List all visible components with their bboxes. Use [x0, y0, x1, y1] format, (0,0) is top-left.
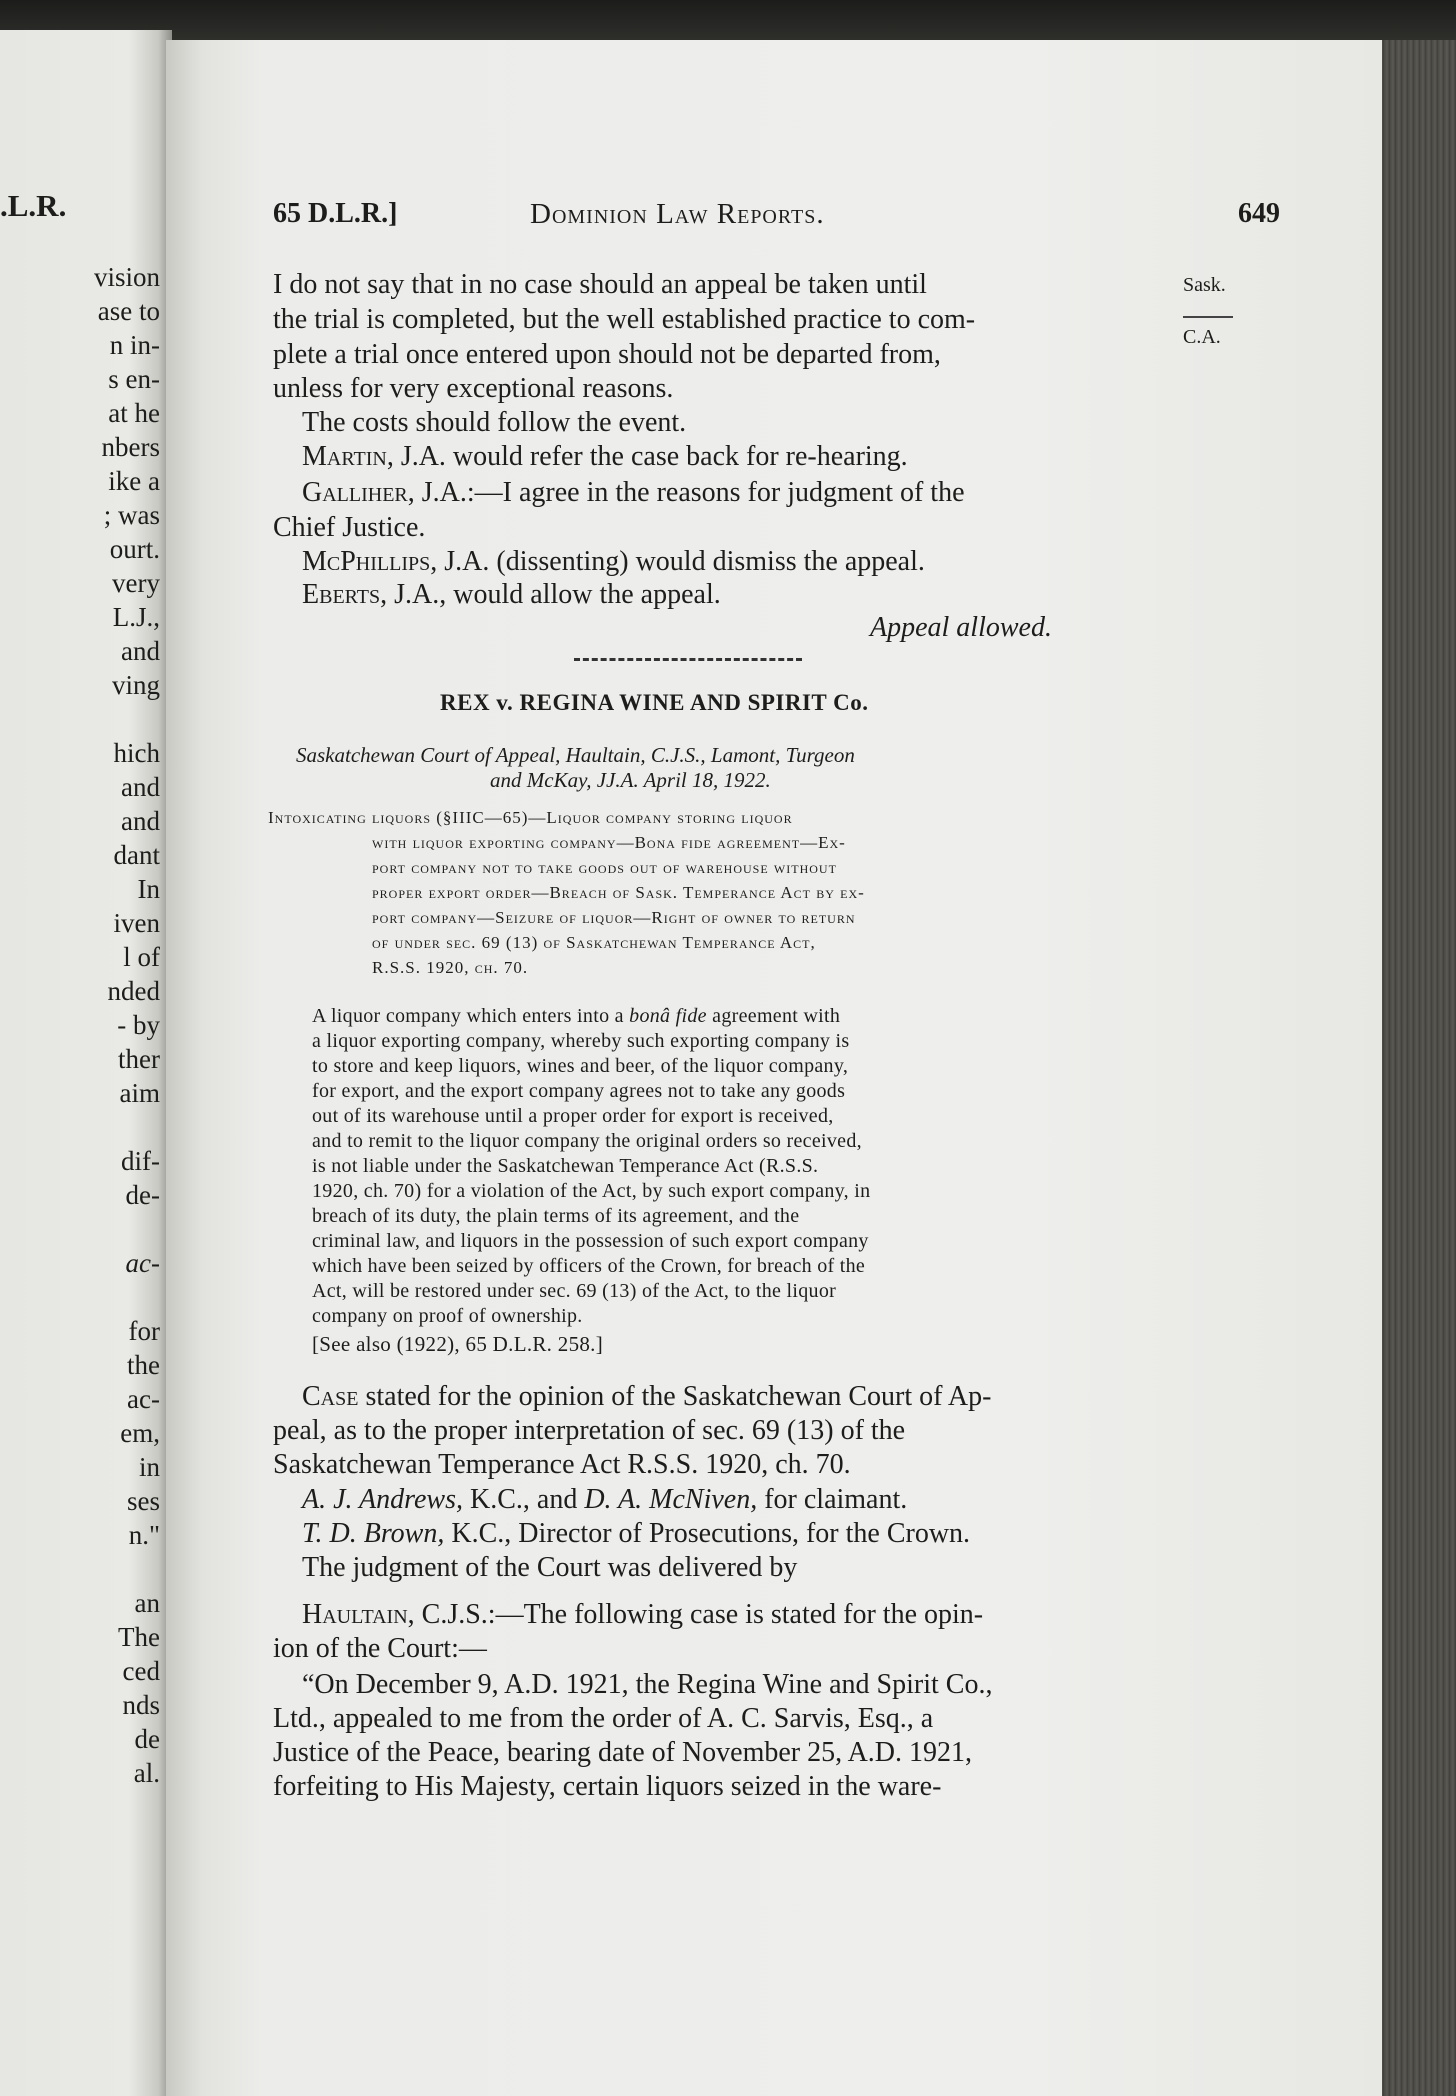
text: , C.J.S.:—The following case is stated for the opin- — [407, 1599, 984, 1630]
left-page-line: The — [118, 1622, 160, 1652]
left-page-line: nded — [107, 976, 160, 1006]
left-page-line: and — [121, 806, 160, 836]
text-line: I do not say that in no case should an appeal be taken until — [273, 269, 927, 300]
text-line: the trial is completed, but the well established practice to com- — [273, 304, 976, 335]
left-page-line: dif- — [121, 1146, 160, 1176]
left-page-line: vision — [93, 262, 160, 292]
judgment-opening — [302, 1598, 983, 1632]
left-page-line: l of — [123, 942, 160, 972]
summary-text: A liquor company which enters into a — [312, 1005, 630, 1027]
left-page-line: al. — [133, 1758, 160, 1788]
summary-line: breach of its duty, the plain terms of its agreement, and the — [312, 1205, 800, 1227]
text: K.C., Director of Prosecutions, for the Crown. — [444, 1518, 971, 1549]
left-page-line: de- — [125, 1180, 160, 1210]
summary-line: out of its warehouse until a proper order for export is received, — [312, 1105, 834, 1127]
headnote-line: of under sec. 69 (13) of Saskatchewan Temperance Act, — [372, 933, 816, 952]
judge-martin-line — [302, 440, 908, 474]
text-line: peal, as to the proper interpretation of sec. 69 (13) of the — [273, 1415, 906, 1446]
left-page-line: an — [134, 1588, 160, 1618]
left-page-line: nbers — [101, 432, 160, 462]
left-page-header: .L.R. — [0, 188, 67, 223]
text: stated for the opinion of the Saskatchewan Court of Ap- — [358, 1381, 992, 1412]
left-page-line: dant — [113, 840, 160, 870]
left-page-line: the — [127, 1350, 160, 1380]
book-edge-right — [1378, 40, 1456, 2096]
left-page-line: iven — [113, 908, 160, 938]
judge-eberts-line — [302, 578, 721, 612]
left-page-line: ourt. — [109, 534, 160, 564]
left-page-line: ase to — [97, 296, 160, 326]
headnote-line: port company—Seizure of liquor—Right of owner to return — [372, 908, 856, 927]
left-page-line: de — [134, 1724, 160, 1754]
text-line: Saskatchewan Temperance Act R.S.S. 1920, ch. 70. — [273, 1449, 851, 1480]
quote-line: Justice of the Peace, bearing date of November 25, A.D. 1921, — [273, 1737, 973, 1768]
judge-galliher-line — [302, 476, 965, 510]
judge-name: Eberts — [302, 579, 381, 610]
counsel-name: A. J. Andrews, — [302, 1484, 463, 1515]
left-page-line: ; was — [103, 500, 160, 530]
left-page-line: hich — [113, 738, 160, 768]
summary-line: is not liable under the Saskatchewan Temperance Act (R.S.S. — [312, 1155, 819, 1177]
left-page-line: ving — [111, 670, 160, 700]
left-page-line: ced — [122, 1656, 160, 1686]
summary-line: criminal law, and liquors in the possession of such export company — [312, 1230, 869, 1252]
counsel-name: D. A. McNiven, — [584, 1484, 758, 1515]
left-page-line: and — [121, 636, 160, 666]
judge-mcphillips-line — [302, 545, 925, 579]
summary-line: 1920, ch. 70) for a violation of the Act, by such export company, in — [312, 1180, 871, 1202]
margin-province: Sask. — [1183, 274, 1226, 296]
left-page-line: ike a — [108, 466, 160, 496]
headnote-line: Intoxicating liquors (§IIIC—65)—Liquor company storing liquor — [268, 808, 793, 827]
volume-reference: 65 D.L.R.] — [273, 198, 398, 229]
summary-line: Act, will be restored under sec. 69 (13) of the Act, to the liquor — [312, 1280, 837, 1302]
text-line: unless for very exceptional reasons. — [273, 373, 674, 404]
text-line: The judgment of the Court was delivered by — [302, 1552, 798, 1583]
left-page-line: ses — [127, 1486, 160, 1516]
judge-name: Galliher — [302, 477, 408, 508]
left-page-line: n." — [128, 1520, 160, 1550]
left-page-line: - by — [117, 1010, 160, 1040]
text-line: The costs should follow the event. — [302, 407, 687, 438]
left-page-line: em, — [120, 1418, 160, 1448]
summary-line: company on proof of ownership. — [312, 1305, 583, 1327]
left-page-line: aim — [119, 1078, 160, 1108]
see-also: [See also (1922), 65 D.L.R. 258.] — [312, 1332, 604, 1356]
text-line: ion of the Court:— — [273, 1633, 487, 1664]
text: for claimant. — [757, 1484, 908, 1515]
headnote-line: proper export order—Breach of Sask. Temperance Act by ex- — [372, 883, 865, 902]
court-line: and McKay, JJ.A. April 18, 1922. — [490, 768, 771, 792]
left-page-line: and — [121, 772, 160, 802]
left-page-line: nds — [122, 1690, 160, 1720]
margin-court: C.A. — [1183, 326, 1221, 348]
left-page-line: very — [112, 568, 160, 598]
left-page-line: n in- — [109, 330, 160, 360]
left-page-line: ac- — [127, 1384, 160, 1414]
headnote-line: with liquor exporting company—Bona fide agreement—Ex- — [372, 833, 846, 852]
left-page-line: at he — [108, 398, 160, 428]
judge-text: , J.A., would allow the appeal. — [380, 579, 721, 610]
judge-text: , J.A.:—I agree in the reasons for judgment of the — [407, 477, 965, 508]
judge-text: , J.A. would refer the case back for re-hearing. — [386, 441, 908, 472]
section-divider — [574, 658, 802, 661]
text: K.C., and — [463, 1484, 585, 1515]
summary-line: and to remit to the liquor company the original orders so received, — [312, 1130, 862, 1152]
case-word: Case — [302, 1381, 359, 1412]
counsel-crown — [302, 1517, 970, 1551]
left-page-line: s en- — [108, 364, 160, 394]
summary-line: which have been seized by officers of the Crown, for breach of the — [312, 1255, 866, 1277]
quote-line: forfeiting to His Majesty, certain liquors seized in the ware- — [273, 1771, 942, 1802]
judge-name: Martin — [302, 441, 387, 472]
counsel-claimant — [302, 1483, 907, 1517]
case-title: REX v. REGINA WINE AND SPIRIT Co. — [440, 690, 869, 715]
summary-text: agreement with — [706, 1005, 841, 1027]
headnote-line: port company not to take goods out of warehouse without — [372, 858, 837, 877]
court-line: Saskatchewan Court of Appeal, Haultain, C.J.S., Lamont, Turgeon — [296, 743, 855, 767]
counsel-name: T. D. Brown, — [302, 1518, 445, 1549]
text-line: Chief Justice. — [273, 512, 426, 543]
left-page-line: L.J., — [112, 602, 160, 632]
running-title: Dominion Law Reports. — [530, 198, 825, 230]
margin-rule — [1183, 316, 1233, 318]
summary-line: for export, and the export company agrees not to take any goods — [312, 1080, 846, 1102]
judge-text: , J.A. (dissenting) would dismiss the appeal. — [430, 546, 925, 577]
result-appeal-allowed: Appeal allowed. — [870, 612, 1052, 643]
judge-name: McPhillips — [302, 546, 431, 577]
case-stated-line — [302, 1380, 991, 1414]
left-page-line: ac- — [125, 1248, 160, 1278]
left-facing-page — [0, 30, 172, 2096]
summary-italic: bonâ fide — [629, 1005, 707, 1027]
headnote-line: R.S.S. 1920, ch. 70. — [372, 958, 529, 977]
summary-line: to store and keep liquors, wines and beer, of the liquor company, — [312, 1055, 849, 1077]
page-number: 649 — [1238, 198, 1280, 229]
judge-name: Haultain — [302, 1599, 408, 1630]
left-page-line: in — [138, 1452, 160, 1482]
summary-line: a liquor exporting company, whereby such exporting company is — [312, 1030, 850, 1052]
quote-line: Ltd., appealed to me from the order of A. C. Sarvis, Esq., a — [273, 1703, 934, 1734]
text-line: plete a trial once entered upon should not be departed from, — [273, 339, 941, 370]
left-page-line: In — [137, 874, 160, 904]
left-page-line: ther — [118, 1044, 160, 1074]
left-page-line: for — [128, 1316, 160, 1346]
quote-line: “On December 9, A.D. 1921, the Regina Wine and Spirit Co., — [302, 1669, 993, 1700]
summary-line — [312, 1005, 840, 1028]
